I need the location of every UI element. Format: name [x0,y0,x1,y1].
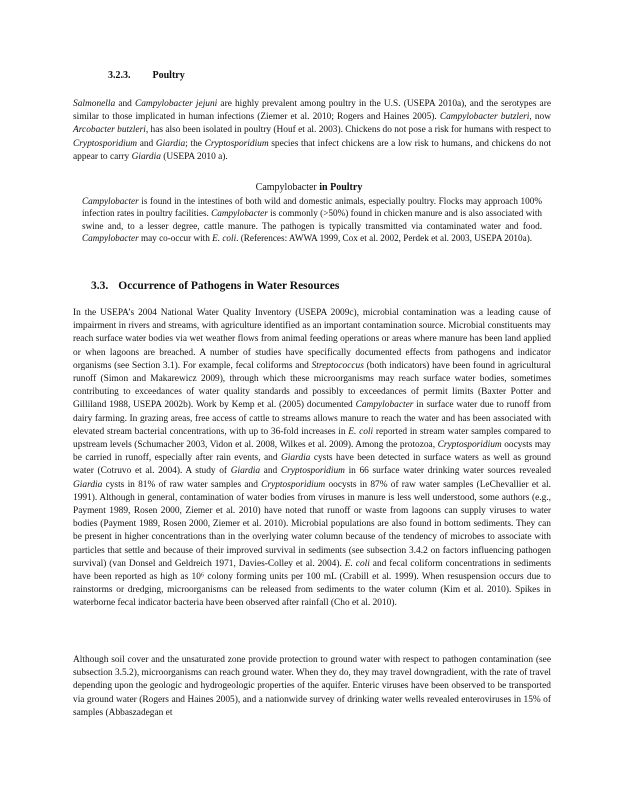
italic-term: jejuni [192,99,218,109]
italic-term: E. coli [212,233,237,244]
groundwater-paragraph [73,654,551,720]
italic-term: Campylobacter [82,233,139,244]
sidebar-box-body [82,195,542,245]
italic-term: Campylobacter [355,400,414,411]
italic-term: Cryptosporidium [437,440,502,451]
text-run: and [260,466,281,477]
italic-term: Salmonella [73,99,116,109]
text-run: and fecal coliform concentrations in sediments have been reported as high as 10⁶ colony forming units per 100 mL (Crabill et al. 1999). When resuspension occurs due to rainstorms or dredging, microorganisms can be released from sediments to the water column (Kim et al. 2010). Spikes in waterborne fecal indicator bacteria have been observed after rainfall (Cho et al. 2010). [73,558,551,609]
text-run: (USEPA 2010 a). [160,151,228,162]
text-run: may co-occur with [138,233,213,244]
italic-term: Cryptosporidium [261,479,326,490]
section-heading-poultry [108,70,185,81]
text-run: in 66 surface water drinking water sources revealed [344,466,552,477]
section-number: 3.2.3. [108,70,131,81]
text-run: is commonly (>50%) found in chicken manure and is also associated with swine and, to a lesser degree, cattle manure. The pathogen is typically transmitted via contaminated water and food. [82,208,542,231]
italic-term: Cryptosporidium [204,138,269,149]
text-run: and [115,99,135,109]
text-run: oocysts in 87% of raw water samples (LeChevallier et al. 1991). Although in general, contamination of water bodies from viruses in manure is less well understood, some authors (e.g., Payment 1989, Rosen 2000, Ziemer et al. 2010) have noted that runoff or waste from lagoons can supply viruses to water bodies (Payment 1989, Rosen 2000, Ziemer et al. 2010). Microbial populations are also found in bottom sediments. They can be present in higher concentrations than in the overlying water column because of the tendency of microbes to associate with particles that settle and because of their improved survival in sediments (see subsection 3.4.2 on factors influencing pathogen survival) (van Donsel and Geldreich 1971, Davies-Colley et al. 2004). [73,479,551,569]
italic-term: E. coli [344,558,370,569]
section-heading-occurrence [91,280,349,292]
sidebar-box-title [0,182,618,193]
italic-term: Cryptosporidium [73,138,138,149]
italic-term: E. coli [348,426,374,437]
italic-term: Giardia [73,479,103,490]
italic-term: Giardia [155,138,186,149]
italic-term: Giardia [281,453,311,464]
text-run: , has also been isolated in poultry (Houf et al. 2003). Chickens do not pose a risk for humans with respect to [145,125,551,136]
text-run: is found in the intestines of both wild and domestic animals, especially poultry. Flocks may approach 100% infection rates in poultry facilities. [82,196,542,219]
box-title-organism: Campylobacter [255,182,317,193]
italic-term: Cryptosporidium [280,466,345,477]
text-run: Although soil cover and the unsaturated zone provide protection to ground water with respect to pathogen contamination (see subsection 3.5.2), microorganisms can reach ground water. When they do, they may travel downgradient, with the rate of travel depending upon the geologic and hydrogeologic properties of the aquifer. Enteric viruses have been observed to be transported via ground water (Rogers and Haines 2005), and a nationwide survey of drinking water wells revealed enteroviruses in 15% of samples (Abbaszadegan et [73,655,551,718]
text-run: . (References: AWWA 1999, Cox et al. 2002, Perdek et al. 2003, USEPA 2010a). [236,233,533,244]
text-run: species that infect chickens are a low risk to humans, and chickens do not appear to carry [73,138,551,162]
section-title: Poultry [152,70,185,81]
italic-term: Arcobacter butzleri [73,125,146,136]
text-run: cysts in 81% of raw water samples and [102,479,262,490]
section-number: 3.3. [91,280,109,292]
text-run: ; the [185,138,205,149]
text-run: oocysts may be carried in runoff, especially after rain events, and [73,440,551,464]
poultry-paragraph [73,98,551,164]
italic-term: Giardia [131,151,161,162]
italic-term: Campylobacter [82,196,139,206]
text-run: in surface water due to runoff from dairy farming. In grazing areas, free access of cattle to streams allows manure to reach the water and has been associated with elevated stream bacterial concentrations, with up to 36-fold increases in [73,400,551,437]
text-run: and [137,138,156,149]
italic-term: Campylobacter [134,99,193,109]
italic-term: Campylobacter [211,208,268,219]
occurrence-paragraph [73,307,551,611]
text-run: reported in stream water samples compared to upstream levels (Schumacher 2003, Vidon et al. 2008, Wilkes et al. 2009). Among the protozoa, [73,426,551,451]
text-run: , now [529,112,551,123]
italic-term: Streptococcus [311,360,364,371]
box-title-context: in Poultry [319,182,363,193]
text-run: (both indicators) have been found in agricultural runoff (Simon and Makarewicz 2009), through which these microorganisms may reach surface water bodies, sometimes contributing to exceedances of water quality standards and possibly to exceedances of permit limits (Baxter Potter and Gilliland 1988, USEPA 2002b). Work by Kemp et al. (2005) documented [73,360,551,411]
section-title: Occurrence of Pathogens in Water Resources [118,280,340,292]
italic-term: Campylobacter butzleri [439,112,530,123]
italic-term: Giardia [230,466,261,477]
text-run: In the USEPA’s 2004 National Water Quality Inventory (USEPA 2009c), microbial contamination was a leading cause of impairment in rivers and streams, with agriculture identified as an important contamination source. Microbial constituents may reach surface water bodies via wet weather flows from animal feeding operations or areas where manure has been land applied or when lagoons are breached. A number of studies have specifically documented effects from pathogens and indicator organisms (see Section 3.1). For example, fecal coliforms and [73,308,551,371]
text-run: are highly prevalent among poultry in the U.S. (USEPA 2010a), and the serotypes are similar to those implicated in human infections (Ziemer et al. 2010; Rogers and Haines 2005). [73,99,551,123]
text-run: cysts have been detected in surface waters as well as ground water (Cotruvo et al. 2004). A study of [73,453,551,477]
